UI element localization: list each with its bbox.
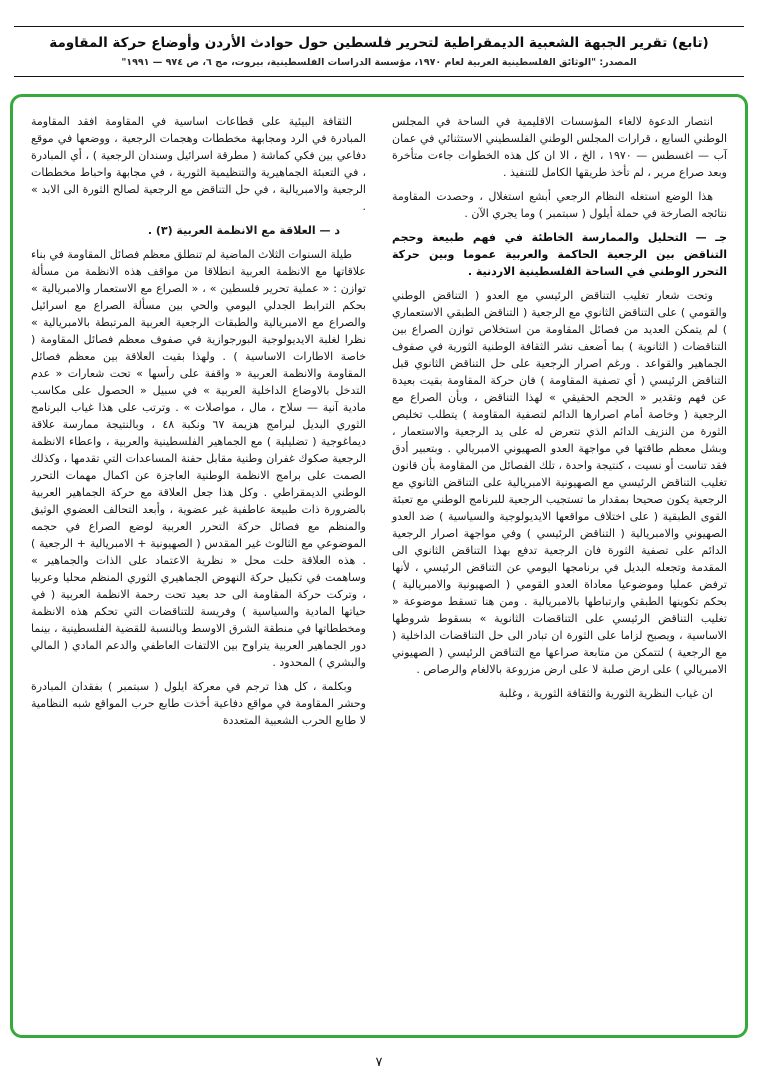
document-source-line: المصدر: "الوثائق الفلسطينية العربية لعام ١٩٧٠، مؤسسة الدراسات الفلسطينية، بيروت، مج ٦، ص ٩٧٤ — ١٩٩١" <box>121 57 637 68</box>
paragraph: وتحت شعار تغليب التناقض الرئيسي مع العدو ( التناقض الوطني والقومي ) على التناقض الثانوي مع الرجعية ( التناقض الطبقي الاستعماري ) لم يتمكن العديد من فصائل المقاومة من استخلاص توازن الصراع بين التناقضات ( الثانوية ) بما أضعف نشر الثقافة الوطنية الثورية في صفوف الجماهير والقواعد . ورغم اصرار الرجعية على حل التناقض الثانوي قبل التناقض الرئيسي ( أي تصفية المقاومة ) فان حركة المقاومة بقيت بعيدة عن فهم وتقدير « الحجم الحقيقي » لهذا التناقض ، وبأن الصراع مع الرجعية ( وخاصة أمام اصرارها الدائم لتصفية المقاومة ) يتطلب تخليص الثورة من النزيف الدائم الذي تتعرض له على يد الرجعية والاستعمار ، وبشل معظم طاقتها في مواجهة العدو الصهيوني الامبريالي . وبتعبير أدق فقد تناست أو نسيت ، كنتيجة واحدة ، تلك الفصائل من المقاومة بأن قانون تغليب التناقض الرئيسي مع الصهيونية الامبريالية على التناقض الثانوي مع الرجعية يكون صحيحا بمقدار ما تستجيب الرجعية للبرنامج الوطني مع تعبئة القوى الطبقية ( على اختلاف مواقعها الايديولوجية والسياسية ) ضد العدو الصهيوني والامبريالية ( التناقض الرئيسي ) وفي مواجهة اصرار الرجعية الدائم على تصفية الثورة فان الرجعية تدفع بهذا التناقض الثانوي الى المقدمة وتجعله البديل في برنامجها اليومي عن التناقض الرئيسي ، لأنها ترفض عمليا وموضوعيا معاداة العدو القومي ( الصهيونية والامبريالية ) بحكم تكوينها الطبقي وارتباطها بالامبريالية . ومن هنا تسقط موضوعة « تغليب التناقض الرئيسي على التناقضات الثانوية » بسقوط شروطها الاساسية ، ويصبح لزاما على الثورة ان تبادر الى حل التناقضات الداخلية ( مع الرجعية ) لتتمكن من متابعة صراعها مع التناقض الرئيسي ( الصهيوني الامبريالي ) على ارض صلبة لا على ارض مزروعة بالالغام والرصاص . <box>392 289 727 676</box>
header-top-rule <box>14 26 744 27</box>
paragraph: وبكلمة ، كل هذا ترجم في معركة ايلول ( سبتمبر ) بفقدان المبادرة وحشر المقاومة في مواقع دفاعية أخذت طابع حرب المواقع شبه النظامية لا طابع الحرب الشعبية المتعددة <box>31 680 366 727</box>
document-title: (تابع) تقرير الجبهة الشعبية الديمقراطية لتحرير فلسطين حول حوادث الأردن وأوضاع حركة المقاومة <box>49 35 709 51</box>
paragraph: الثقافة البيئية على قطاعات اساسية في المقاومة افقد المقاومة المبادرة في الرد ومجابهة مخططات وهجمات الرجعية ، ووضعها في موقع دفاعي بين فكي كماشة ( مطرقة اسرائيل وسندان الرجعية ) ، أي المبادرة ، في التعبئة الجماهيرية والتنظيمية الثورية ، في مجابهة واحباط مخططات الرجعية والامبريالية ، في حل التناقض مع الرجعية لصالح الثورة الى الابد » . <box>31 115 366 213</box>
section-heading-j: جـ — التحليل والممارسة الخاطئة في فهم طبيعة وحجم التناقض بين الرجعية الحاكمة والعربية عموما وبين حركة التحرر الوطني في الساحة الفلسطينية الاردنية . <box>392 231 727 278</box>
paragraph: ان غياب النظرية الثورية والثقافة الثورية ، وغلبة <box>498 687 713 700</box>
document-header <box>14 26 744 77</box>
page-number: ٧ <box>375 1055 383 1070</box>
section-heading-d: د — العلاقة مع الانظمة العربية (٣) . <box>147 224 340 237</box>
left-text-column <box>31 113 366 1023</box>
green-border-content-box <box>10 94 748 1038</box>
right-text-column <box>392 113 727 1023</box>
paragraph: هذا الوضع استغله النظام الرجعي أبشع استغلال ، وحصدت المقاومة نتائجه الصارخة في حملة أيلول ( سبتمبر ) وما يجري الآن . <box>392 190 727 220</box>
two-column-text <box>31 113 727 1023</box>
header-bottom-rule <box>14 76 744 77</box>
paragraph: انتصار الدعوة لالغاء المؤسسات الاقليمية في الساحة في المجلس الوطني السابع ، قرارات المجلس الوطني الفلسطيني الاستثنائي في عمان آب — اغسطس — ١٩٧٠ ، الخ ، الا ان كل هذه الخطوات جاءت متأخرة وبعد صراع مرير ، لم تأخذ طريقها الكامل للتنفيذ . <box>392 115 727 179</box>
paragraph: طيلة السنوات الثلاث الماضية لم تنطلق معظم فصائل المقاومة في بناء علاقاتها مع الانظمة العربية انطلاقا من مواقف هذه الانظمة من مسألة توازن : « عملية تحرير فلسطين » ، « الصراع مع الاستعمار والامبريالية » بحكم الترابط الجدلي اليومي والحي بين مسألة الصراع مع اسرائيل والصراع مع الامبريالية والطبقات الرجعية العربية المرتبطة بالامبريالية » نظرا لغلبة الايديولوجية البورجوازية في صفوف معظم فصائل المقاومة ( خاصة الاطارات الاساسية ) . ولهذا بقيت العلاقة بين معظم فصائل المقاومة والانظمة العربية « واقفة على رأسها » تحت شعارات « عدم التدخل بالاوضاع الداخلية العربية » في سبيل « الحصول على مكاسب مادية آنية — سلاح ، مال ، مواصلات » . وترتب على هذا غياب البرنامج الثوري البديل لبرامج هزيمة ٦٧ ونكبة ٤٨ ، وبالنتيجة ممارسة علاقة ديماغوجية ( تضليلية ) مع الجماهير الفلسطينية والعربية ، واعطاء الانظمة الرجعية صكوك غفران وطنية مقابل حفنة المساعدات التي تقدمها ، وكذلك الصمت على برامج الانظمة الوطنية العاجزة عن اكمال مهمات التحرر الوطني الديمقراطي . وكل هذا جعل العلاقة مع حركة الجماهير العربية بالضرورة ذات طبيعة عاطفية غير عضوية ، وأبعد التحالف العضوي الوثيق والمنظم مع فصائل حركة التحرر العربية لوضع الصراع في حجمه الموضوعي مع الثالوث غير المقدس ( الصهيونية + الامبريالية + الرجعية ) . هذه العلاقة حلت محل « نظرية الاعتماد على الذات والجماهير » وساهمت في تكبيل حركة النهوض الجماهيري الثوري المنظم محليا وعربيا ، وتركت حركة المقاومة الى حد بعيد تحت رحمة الانظمة العربية ( في حياتها المادية والسياسية ) وفريسة للتناقضات التي تحكم هذه الانظمة ومخططاتها في منطقة الشرق الاوسط وبالنسبة للقضية الفلسطينية ، بينما دور الجماهير العربية يتراوح بين الالتفات العاطفي والدعم المادي ( المالي والبشري ) المحدود . <box>31 248 366 669</box>
